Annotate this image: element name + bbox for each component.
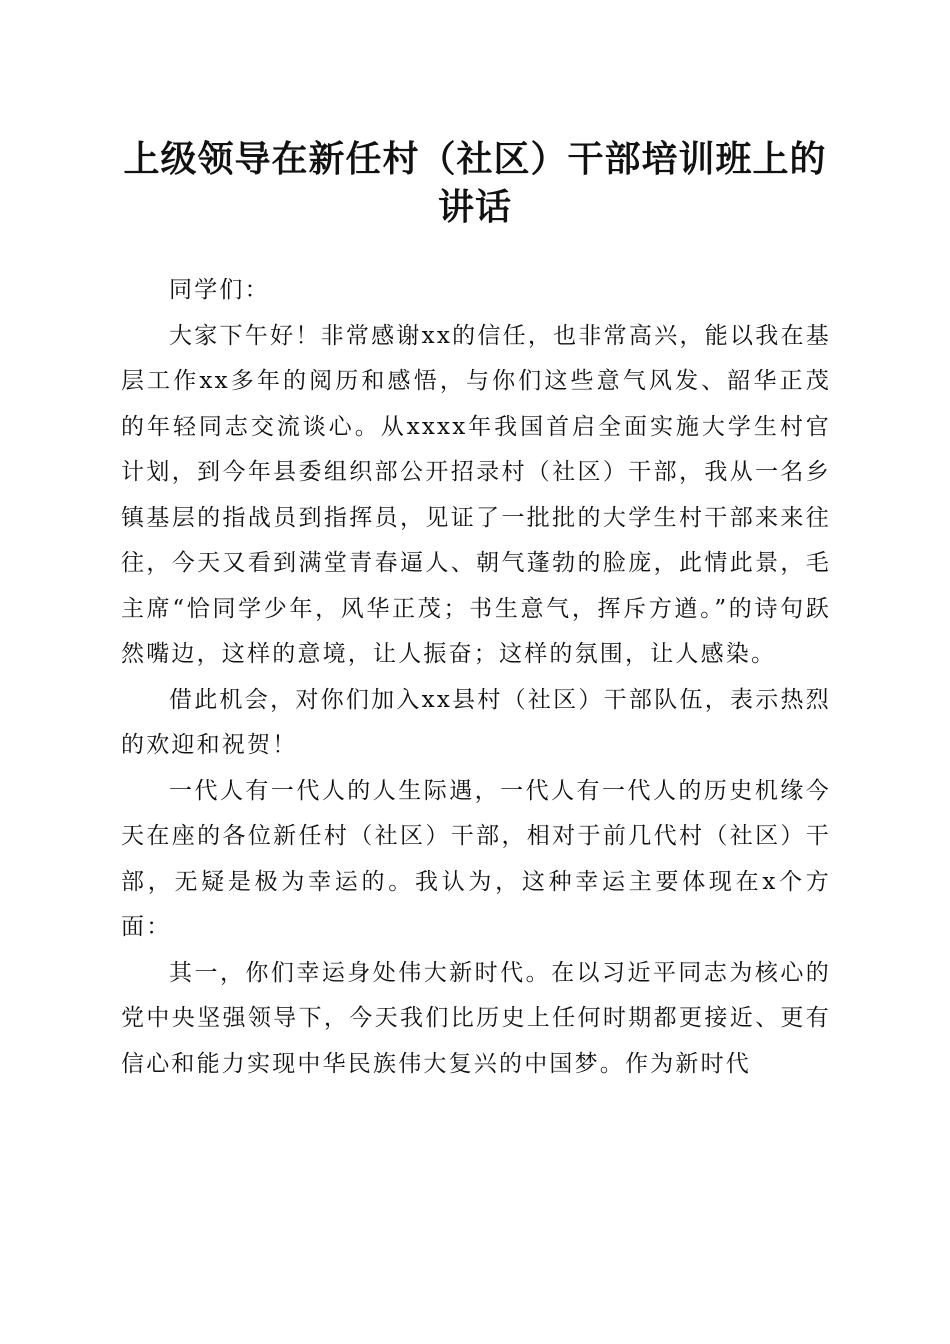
document-title: 上级领导在新任村（社区）干部培训班上的讲话	[123, 138, 827, 228]
salutation-paragraph: 同学们：	[169, 277, 270, 303]
body-paragraph: 借此机会，对你们加入xx县村（社区）干部队伍，表示热烈的欢迎和祝贺！	[121, 686, 831, 758]
body-paragraph: 其一，你们幸运身处伟大新时代。在以习近平同志为核心的党中央坚强领导下，今天我们比历史上任何时期都更接近、更有信心和能力实现中华民族伟大复兴的中国梦。作为新时代	[121, 959, 831, 1077]
document-body	[121, 268, 831, 1087]
body-paragraph: 大家下午好！非常感谢xx的信任，也非常高兴，能以我在基层工作xx多年的阅历和感悟，与你们这些意气风发、韶华正茂的年轻同志交流谈心。从xxxx年我国首启全面实施大学生村官计划，到今年县委组织部公开招录村（社区）干部，我从一名乡镇基层的指战员到指挥员，见证了一批批的大学生村干部来来往往，今天又看到满堂青春逼人、朝气蓬勃的脸庞，此情此景，毛主席“恰同学少年，风华正茂；书生意气，挥斥方遒。”的诗句跃然嘴边，这样的意境，让人振奋；这样的氛围，让人感染。	[121, 322, 831, 667]
body-paragraph: 一代人有一代人的人生际遇，一代人有一代人的历史机缘今天在座的各位新任村（社区）干部，相对于前几代村（社区）干部，无疑是极为幸运的。我认为，这种幸运主要体现在x个方面：	[121, 777, 831, 940]
